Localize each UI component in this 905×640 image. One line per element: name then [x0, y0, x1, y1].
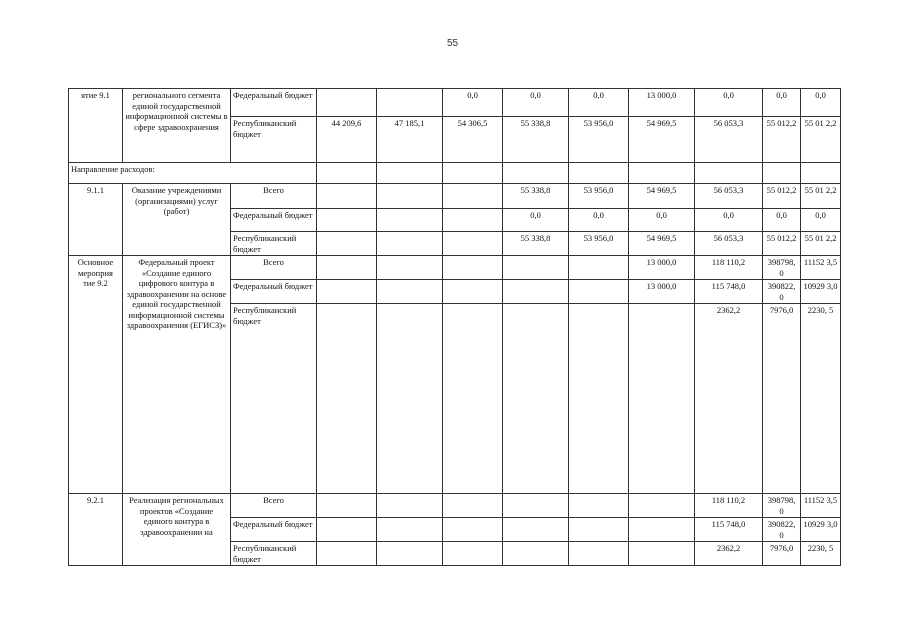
row-code: 9.1.1: [69, 184, 123, 256]
value-cell: 115 748,0: [695, 280, 763, 304]
value-cell: [629, 518, 695, 542]
value-cell: 55 338,8: [503, 117, 569, 163]
value-cell: 55 012,2: [763, 117, 801, 163]
value-cell: [569, 280, 629, 304]
value-cell: [629, 494, 695, 518]
value-cell: [377, 89, 443, 117]
value-cell: [503, 256, 569, 280]
value-cell: 56 053,3: [695, 232, 763, 256]
value-cell: 0,0: [569, 89, 629, 117]
value-cell: [569, 256, 629, 280]
value-cell: 0,0: [695, 89, 763, 117]
value-cell: 54 969,5: [629, 184, 695, 209]
table-row: [69, 89, 841, 117]
table-row: [69, 256, 841, 280]
value-cell: 53 956,0: [569, 117, 629, 163]
value-cell: 0,0: [569, 209, 629, 232]
value-cell: 55 338,8: [503, 232, 569, 256]
source-cell: Федеральный бюджет: [231, 209, 317, 232]
source-cell: Республиканский бюджет: [231, 542, 317, 566]
row-name: регионального сегмента единой государственной информационной системы в сфере здравоохранения: [123, 89, 231, 163]
source-cell: Федеральный бюджет: [231, 280, 317, 304]
value-cell: [377, 304, 443, 494]
value-cell: 55 01 2,2: [801, 184, 841, 209]
value-cell: [317, 518, 377, 542]
value-cell: [443, 184, 503, 209]
value-cell: [629, 304, 695, 494]
source-cell: Всего: [231, 494, 317, 518]
value-cell: 54 969,5: [629, 232, 695, 256]
value-cell: [377, 542, 443, 566]
value-cell: 55 012,2: [763, 184, 801, 209]
page-number: 55: [446, 38, 459, 49]
value-cell: 2362,2: [695, 542, 763, 566]
value-cell: 53 956,0: [569, 184, 629, 209]
value-cell: 55 012,2: [763, 232, 801, 256]
value-cell: 55 01 2,2: [801, 232, 841, 256]
value-cell: [503, 518, 569, 542]
source-cell: Федеральный бюджет: [231, 89, 317, 117]
value-cell: 0,0: [801, 89, 841, 117]
value-cell: [443, 209, 503, 232]
source-cell: Республиканский бюджет: [231, 117, 317, 163]
value-cell: 55 01 2,2: [801, 117, 841, 163]
value-cell: 56 053,3: [695, 184, 763, 209]
value-cell: 2230, 5: [801, 542, 841, 566]
value-cell: [629, 542, 695, 566]
value-cell: 55 338,8: [503, 184, 569, 209]
value-cell: 13 000,0: [629, 89, 695, 117]
value-cell: [569, 542, 629, 566]
row-code: 9.2.1: [69, 494, 123, 566]
value-cell: 0,0: [763, 89, 801, 117]
value-cell: 54 306,5: [443, 117, 503, 163]
value-cell: [569, 494, 629, 518]
value-cell: [377, 209, 443, 232]
value-cell: 54 969,5: [629, 117, 695, 163]
value-cell: [377, 184, 443, 209]
value-cell: [377, 232, 443, 256]
value-cell: [317, 184, 377, 209]
value-cell: 118 110,2: [695, 256, 763, 280]
value-cell: 0,0: [695, 209, 763, 232]
value-cell: 44 209,6: [317, 117, 377, 163]
table-row: [69, 163, 841, 184]
value-cell: 398798, 0: [763, 494, 801, 518]
value-cell: [317, 232, 377, 256]
value-cell: 10929 3,0: [801, 518, 841, 542]
source-cell: Республиканский бюджет: [231, 232, 317, 256]
value-cell: 118 110,2: [695, 494, 763, 518]
value-cell: [443, 232, 503, 256]
source-cell: Республиканский бюджет: [231, 304, 317, 494]
value-cell: [377, 494, 443, 518]
value-cell: [377, 518, 443, 542]
value-cell: [317, 494, 377, 518]
value-cell: [443, 518, 503, 542]
value-cell: 7976,0: [763, 542, 801, 566]
row-name: Реализация региональных проектов «Создание единого контура в здравоохранении на: [123, 494, 231, 566]
value-cell: [443, 304, 503, 494]
value-cell: [443, 256, 503, 280]
value-cell: [503, 304, 569, 494]
value-cell: [569, 518, 629, 542]
value-cell: [317, 89, 377, 117]
value-cell: 0,0: [443, 89, 503, 117]
value-cell: [317, 304, 377, 494]
row-code: Основное мероприя тие 9.2: [69, 256, 123, 494]
value-cell: [317, 209, 377, 232]
value-cell: 13 000,0: [629, 256, 695, 280]
row-name: Оказание учреждениями (организациями) услуг (работ): [123, 184, 231, 256]
value-cell: [377, 280, 443, 304]
table-row: [69, 184, 841, 209]
row-name: Федеральный проект «Создание единого цифрового контура в здравоохранении на основе единой государственной информационной системы здравоохранения (ЕГИСЗ)»: [123, 256, 231, 494]
value-cell: 398798, 0: [763, 256, 801, 280]
table-row: [69, 494, 841, 518]
value-cell: 0,0: [503, 209, 569, 232]
value-cell: 7976,0: [763, 304, 801, 494]
value-cell: 390822, 0: [763, 280, 801, 304]
value-cell: 56 053,3: [695, 117, 763, 163]
value-cell: [377, 256, 443, 280]
value-cell: 53 956,0: [569, 232, 629, 256]
budget-table: [68, 88, 841, 566]
value-cell: [443, 542, 503, 566]
value-cell: 13 000,0: [629, 280, 695, 304]
value-cell: 0,0: [763, 209, 801, 232]
value-cell: [317, 280, 377, 304]
value-cell: 11152 3,5: [801, 256, 841, 280]
value-cell: [503, 280, 569, 304]
value-cell: 0,0: [629, 209, 695, 232]
value-cell: [443, 494, 503, 518]
value-cell: 2362,2: [695, 304, 763, 494]
source-cell: Всего: [231, 256, 317, 280]
value-cell: [503, 542, 569, 566]
value-cell: 115 748,0: [695, 518, 763, 542]
value-cell: [503, 494, 569, 518]
source-cell: Федеральный бюджет: [231, 518, 317, 542]
source-cell: Всего: [231, 184, 317, 209]
value-cell: 2230, 5: [801, 304, 841, 494]
value-cell: 390822, 0: [763, 518, 801, 542]
value-cell: [443, 280, 503, 304]
value-cell: [317, 542, 377, 566]
direction-label: Направление расходов:: [69, 163, 317, 184]
row-code: ятие 9.1: [69, 89, 123, 163]
value-cell: 10929 3,0: [801, 280, 841, 304]
value-cell: 0,0: [801, 209, 841, 232]
value-cell: 0,0: [503, 89, 569, 117]
value-cell: [317, 256, 377, 280]
value-cell: 47 185,1: [377, 117, 443, 163]
value-cell: 11152 3,5: [801, 494, 841, 518]
value-cell: [569, 304, 629, 494]
